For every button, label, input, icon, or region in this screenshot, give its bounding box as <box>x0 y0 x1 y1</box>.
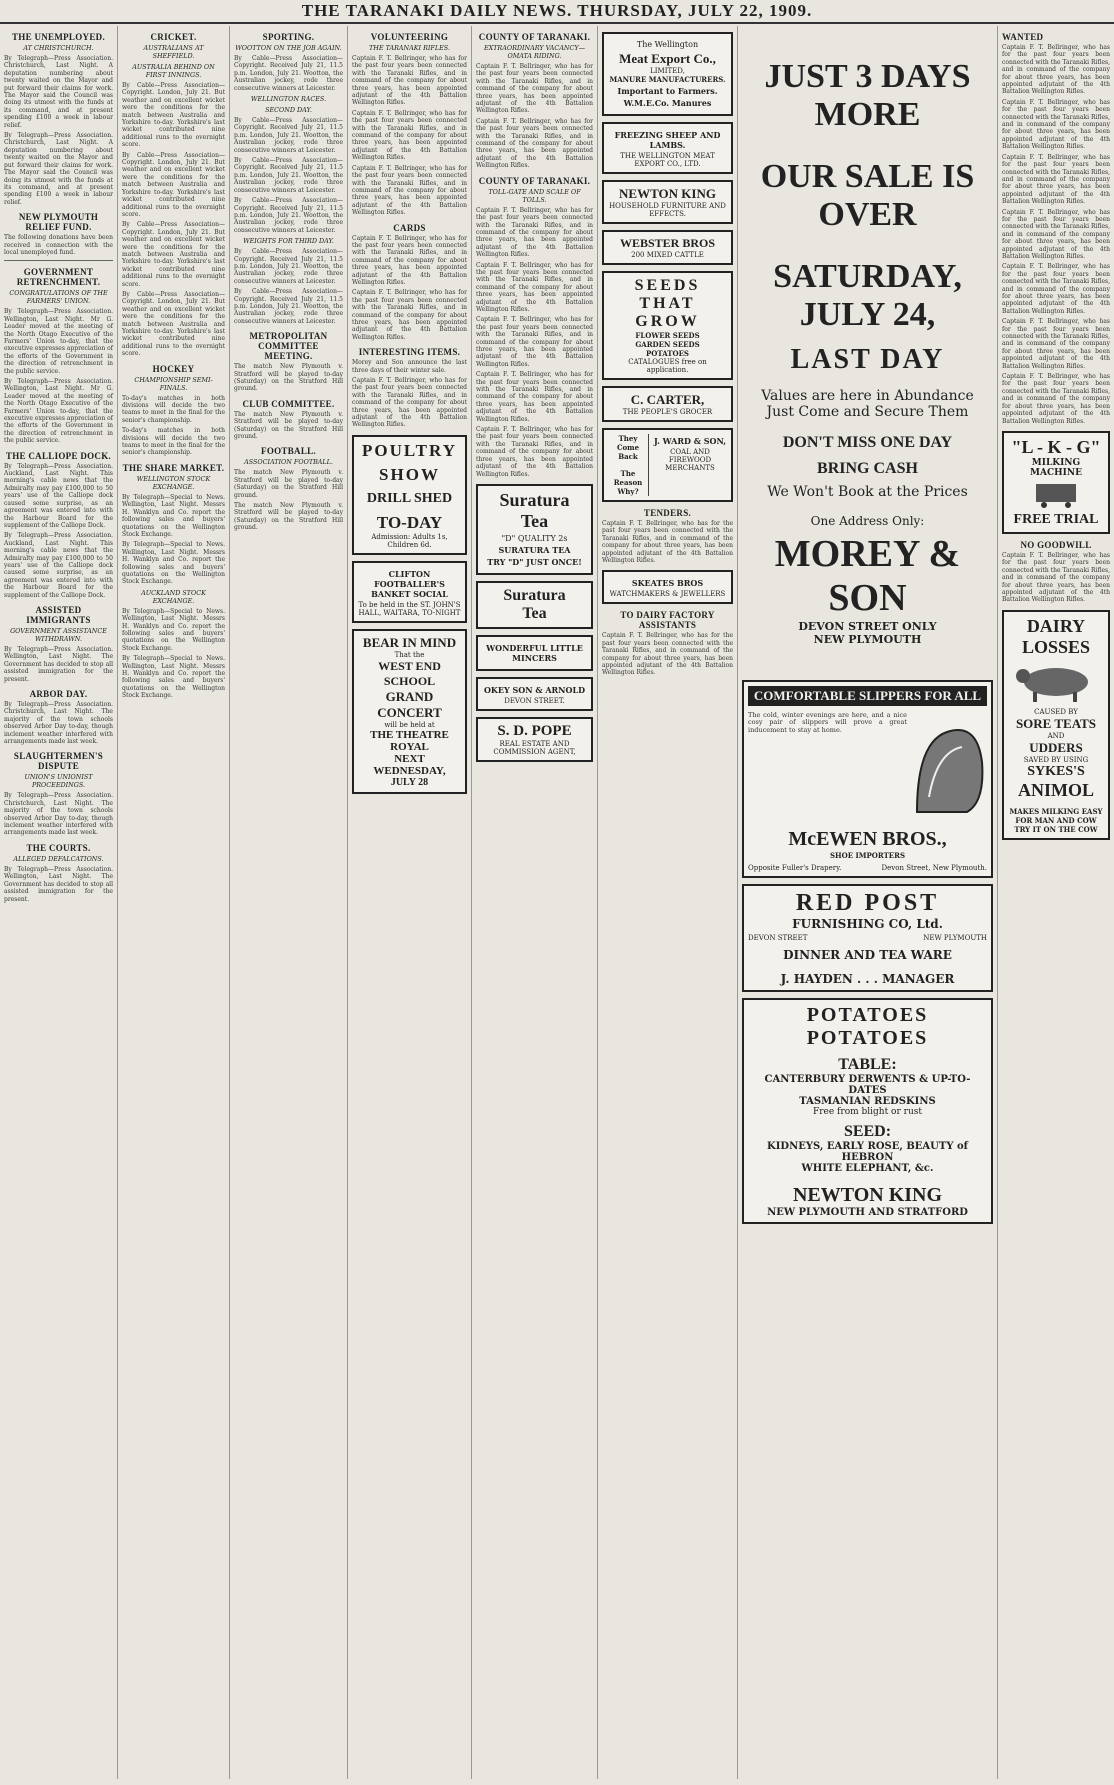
webster-ad <box>602 230 733 265</box>
subhead: AUSTRALIANS AT SHEFFIELD. <box>143 44 204 60</box>
article-text: By Telegraph—Special to News. Wellington, Last Night. Messrs H. Wanklyn and Co. report the following sales and buyers' quotations on the Wellington Stock Exchange. <box>122 655 225 700</box>
ad-line: COAL AND FIREWOOD MERCHANTS <box>665 448 715 472</box>
subhead: TOLL-GATE AND SCALE OF TOLLS. <box>488 187 581 204</box>
headline: WANTED <box>1002 32 1044 42</box>
article-text: The match New Plymouth v. Stratford will be played to-day (Saturday) on the Stratford Hill ground. <box>234 502 343 532</box>
headline: ASSISTED IMMIGRANTS <box>26 604 91 625</box>
ad-line: MANURE MANUFACTURERS. <box>609 75 726 84</box>
headline: HOCKEY <box>152 363 195 374</box>
ad-line: GROW <box>635 313 700 330</box>
subhead: UNION'S UNIONIST PROCEEDINGS. <box>24 773 93 790</box>
column-2 <box>118 26 230 1779</box>
ward-ad <box>602 428 733 502</box>
ad-line: SEEDS <box>634 277 701 294</box>
ad-line: FREEZING SHEEP AND LAMBS. <box>614 130 721 150</box>
headline: METROPOLITAN COMMITTEE MEETING. <box>249 331 328 362</box>
ad-line: REAL ESTATE AND COMMISSION AGENT, <box>493 739 576 756</box>
ad-line: JUST 3 DAYS MORE <box>764 58 971 133</box>
ad-line: C. CARTER, <box>630 392 705 407</box>
article-text: Captain F. T. Bellringer, who has for the past four years been connected with the Taranaki Rifles, and in command of the company for about three years, has been appointed adjutant of the 4th Battalion Wellington Rifles. <box>1002 551 1110 604</box>
ad-line: POTATOES <box>646 349 689 358</box>
ad-line: WATCHMAKERS & JEWELLERS <box>609 590 726 599</box>
ad-line: POULTRY <box>362 440 457 460</box>
ad-line: Opposite Fuller's Drapery. <box>748 864 842 872</box>
ad-line: HOUSEHOLD FURNITURE AND EFFECTS. <box>609 202 726 218</box>
ad-line: TRY "D" JUST ONCE! <box>487 556 582 567</box>
ad-line: McEWEN BROS., <box>788 828 947 850</box>
article-text: By Telegraph—Press Association. Wellington, Last Night. Mr G. Leader moved at the meeting of the North Otago Executive of the Farmers' Union to-day, that the executive expresses appreciation of the efforts of the Government in the direction of retrenchment in the public service. <box>4 378 113 445</box>
headline: THE COURTS. <box>26 842 91 853</box>
headline: ARBOR DAY. <box>29 689 88 699</box>
ad-line: GRAND CONCERT <box>377 688 442 720</box>
headline: INTERESTING ITEMS. <box>358 347 461 358</box>
ad-line: They Come Back <box>616 434 640 461</box>
headline: THE UNEMPLOYED. <box>11 32 105 42</box>
divider <box>4 260 113 261</box>
ad-line: ANIMOL <box>1018 779 1094 800</box>
ad-line: SEED: <box>843 1123 892 1140</box>
article-text: By Telegraph—Press Association. Wellington, Last Night. Mr G. Leader moved at the meeting of the North Otago Executive of the Farmers' Union to-day, that the executive expresses appreciation of the efforts of the Government in the direction of retrenchment in the public service. <box>4 308 113 375</box>
ad-line: S. D. POPE <box>497 722 572 739</box>
ad-line: WHITE ELEPHANT, &c. <box>801 1163 934 1174</box>
article-text: Captain F. T. Bellringer, who has for the past four years been connected with the Taranaki Rifles, and in command of the company for about three years, has been appointed adjutant of the 4th Battalion Wellington Rifles. <box>352 164 467 217</box>
ad-line: 200 MIXED CATTLE <box>631 251 704 259</box>
ad-line: FREE TRIAL <box>1013 511 1099 527</box>
ad-line: CAUSED BY <box>1034 707 1078 716</box>
ad-line: CANTERBURY DERWENTS & UP-TO-DATES <box>764 1074 971 1096</box>
ad-line: BRING CASH <box>817 460 918 477</box>
ad-line: RED POST <box>795 890 940 916</box>
article-text: Captain F. T. Bellringer, who has for the past four years been connected with the Taranaki Rifles, and in command of the company for about three years, has been appointed adjutant of the 4th Battalion Wellington Rifles. <box>352 289 467 341</box>
headline: CRICKET. <box>150 32 197 42</box>
subhead: SECOND DAY. <box>265 106 312 115</box>
subhead: WEIGHTS FOR THIRD DAY. <box>243 237 334 246</box>
article-text: By Telegraph—Press Association. Christchurch, Last Night. The majority of the town schools observed Arbor Day to-day, though inclement weather interfered with arrangements made last week. <box>4 792 113 837</box>
okey-son-ad <box>476 677 593 711</box>
ad-line: FLOWER SEEDS <box>635 331 700 340</box>
article-text: Captain F. T. Bellringer, who has for the past four years been connected with the Taranaki Rifles, and in command of the company for about three years, has been appointed adjutant of the 4th Battalion Wellington Rifles. <box>1002 318 1110 370</box>
headline: VOLUNTEERING <box>370 32 449 42</box>
article-text: Captain F. T. Bellringer, who has for the past four years been connected with the Taranaki Rifles, and in command of the company for about three years, has been appointed adjutant of the 4th Battalion Wellington Rifles. <box>1002 373 1110 425</box>
ad-line: That the <box>394 650 425 659</box>
ad-line: SAVED BY USING <box>1023 755 1089 764</box>
article-text: By Cable—Press Association—Copyright. London, July 21. But weather and on excellent wicket were the conditions for the match between Australia and Yorkshire to-day. Yorkshire's last wicket contributed nine additional runs to the overnight score. <box>122 290 225 358</box>
article-text: Captain F. T. Bellringer, who has for the past four years been connected with the Taranaki Rifles, and in command of the company for about three years, has been appointed adjutant of the 4th Battalion Wellington Rifles. <box>352 55 467 107</box>
ad-line: SHOW <box>379 464 440 484</box>
article-text: The match New Plymouth v. Stratford will be played to-day (Saturday) on the Stratford Hill ground. <box>234 363 343 393</box>
subhead: EXTRAORDINARY VACANCY—OMATA RIDING. <box>483 44 586 60</box>
article-text: The following donations have been received in connection with the local unemployed fund. <box>4 234 113 256</box>
ad-line: Values are here in Abundance <box>761 388 974 404</box>
article-text: Captain F. T. Bellringer, who has for the past four years been connected with the Taranaki Rifles, and in command of the company for about three years, has been appointed adjutant of the 4th Battalion Wellington Rifles. <box>1002 263 1110 315</box>
headline: COUNTY OF TARANAKI. <box>478 175 591 186</box>
ad-line: The Reason Why? <box>613 469 643 496</box>
ad-line: LAST DAY <box>790 344 945 375</box>
ad-line: THE THEATRE ROYAL <box>370 728 449 753</box>
mincers-ad <box>476 635 593 671</box>
ad-line: DON'T MISS ONE DAY <box>782 434 953 451</box>
ad-line: NEWTON KING <box>619 186 716 201</box>
ad-line: DEVON STREET <box>748 934 808 942</box>
article-text: Captain F. T. Bellringer, who has for the past four years been connected with the Taranaki Rifles, and in command of the company for about three years, has been appointed adjutant of the 4th Battalion Wellington Rifles. <box>476 426 593 478</box>
meat-export-ad <box>602 32 733 116</box>
ad-line: THE PEOPLE'S GROCER <box>622 408 713 416</box>
headline: GOVERNMENT RETRENCHMENT. <box>16 267 101 288</box>
ad-line: CATALOGUES free on application. <box>628 358 707 374</box>
headline: TO DAIRY FACTORY ASSISTANTS <box>620 610 715 631</box>
article-text: By Telegraph—Special to News. Wellington, Last Night. Messrs H. Wanklyn and Co. report the following sales and buyers' quotations on the Wellington Stock Exchange. <box>122 541 225 586</box>
article-text: Captain F. T. Bellringer, who has for the past four years been connected with the Taranaki Rifles, and in command of the company for about three years, has been appointed adjutant of the 4th Battalion Wellington Rifles. <box>352 234 467 286</box>
ad-line: NEW PLYMOUTH <box>813 633 922 646</box>
masthead: THE TARANAKI DAILY NEWS. THURSDAY, JULY 22, 1909. <box>0 0 1114 24</box>
article-text: Captain F. T. Bellringer, who has for the past four years been connected with the Taranaki Rifles, and in command of the company for about three years, has been appointed adjutant of the 4th Battalion Wellington Rifles. <box>476 316 593 368</box>
ad-line: SKEATES BROS <box>631 578 704 589</box>
article-text: By Telegraph—Press Association. Christchurch, Last Night. A deputation numbering about twenty waited on the Mayor and put forward their claims for work. The Mayor said the Council was doing its utmost with the funds at its command, and at present spending £100 a week in labour relief. <box>4 55 113 129</box>
article-text: Morey and Son announce the last three days of their winter sale. <box>352 359 467 374</box>
ad-line: WONDERFUL LITTLE MINCERS <box>486 642 583 663</box>
article-text: Captain F. T. Bellringer, who has for the past four years been connected with the Taranaki Rifles, and in command of the company for about three years, has been appointed adjutant of the 4th Battalion Wellington Rifles. <box>476 371 593 423</box>
ad-text: The cold, winter evenings are here, and a nice cosy pair of slippers will prove a great inducement to stay at home. <box>748 711 907 734</box>
column-3 <box>230 26 348 1779</box>
subhead: GOVERNMENT ASSISTANCE WITHDRAWN. <box>10 626 107 643</box>
ad-line: "D" QUALITY 2s <box>501 533 568 543</box>
seeds-ad <box>602 271 733 380</box>
ad-line: AND <box>1047 731 1065 740</box>
column-1 <box>0 26 118 1779</box>
ad-line: SORE TEATS <box>1015 715 1097 731</box>
headline: CLUB COMMITTEE. <box>242 398 335 409</box>
column-6 <box>598 26 738 1779</box>
ad-line: OUR SALE IS OVER <box>760 158 975 233</box>
ad-line: "L - K - G" <box>1011 436 1101 457</box>
article-text: Captain F. T. Bellringer, who has for the past four years been connected with the Taranaki Rifles, and in command of the company for about three years, has been appointed adjutant of the 4th Battalion Wellington Rifles. <box>476 63 593 115</box>
subhead: AT CHRISTCHURCH. <box>23 44 94 52</box>
ad-line: OKEY SON & ARNOLD <box>483 684 586 695</box>
social-ad <box>352 561 467 623</box>
milking-machine-icon <box>1026 478 1086 508</box>
article-text: To-day's matches in both divisions will decide the two teams to meet in the final for the senior's championship. <box>122 427 225 457</box>
headline: THE CALLIOPE DOCK. <box>5 450 112 461</box>
newton-king-ad <box>602 180 733 224</box>
cow-icon <box>1011 658 1101 704</box>
headline: TENDERS. <box>643 508 692 518</box>
poultry-show-ad <box>352 435 467 555</box>
ad-line: UDDERS <box>1029 739 1083 755</box>
subhead: CONGRATULATIONS OF THE FARMERS' UNION. <box>9 289 108 306</box>
ad-line: NEW PLYMOUTH <box>923 934 987 942</box>
subhead: AUSTRALIA BEHIND ON FIRST INNINGS. <box>132 63 215 79</box>
ad-line: DAIRY LOSSES <box>1021 615 1091 657</box>
ad-left <box>608 434 649 496</box>
subhead: WELLINGTON RACES. <box>250 95 327 104</box>
article-text: By Cable—Press Association—Copyright. London, July 21. But weather and on excellent wicket were the conditions for the match between Australia and Yorkshire to-day. Yorkshire's last wicket contributed nine additional runs to the overnight score. <box>122 82 225 149</box>
ad-line: THE WELLINGTON MEAT EXPORT CO., LTD. <box>620 152 715 168</box>
ad-line: TO-DAY <box>376 512 443 532</box>
subhead: ASSOCIATION FOOTBALL. <box>244 458 333 467</box>
concert-ad <box>352 629 467 794</box>
ad-line: TABLE: <box>838 1056 897 1073</box>
ad-line: FURNISHING CO, Ltd. <box>792 917 943 931</box>
skeates-ad <box>602 570 733 604</box>
ad-line: Admission: Adults 1s, Children 6d. <box>371 532 448 549</box>
article-text: By Cable—Press Association—Copyright. Received July 21, 11.5 p.m. London, July 21. Wootton, the Australian jockey, rode three consecutive winners at Leicester. <box>234 117 343 154</box>
column-7 <box>738 26 998 1779</box>
ad-line: Devon Street, New Plymouth. <box>881 864 987 872</box>
subhead: AUCKLAND STOCK EXCHANGE. <box>141 588 206 605</box>
article-text: By Cable—Press Association—Copyright. London, July 21. But weather and on excellent wicket were the conditions for the match between Australia and Yorkshire to-day. Yorkshire's last wicket contributed nine additional runs to the overnight score. <box>122 151 225 218</box>
ad-line: will be held at <box>384 720 435 729</box>
ad-line: TASMANIAN REDSKINS <box>799 1096 936 1107</box>
article-text: Captain F. T. Bellringer, who has for the past four years been connected with the Taranaki Rifles, and in command of the company for about three years, has been appointed adjutant of the 4th Battalion Wellington Rifles. <box>1002 208 1110 260</box>
ad-line: The Wellington <box>636 40 699 49</box>
ad-line: BEAR IN MIND <box>362 634 457 650</box>
ad-line: DINNER AND TEA WARE <box>783 948 952 962</box>
article-text: By Cable—Press Association—Copyright. Received July 21, 11.5 p.m. London, July 21. Wootton, the Australian jockey, rode three consecutive winners at Leicester. <box>234 248 343 285</box>
article-text: Captain F. T. Bellringer, who has for the past four years been connected with the Taranaki Rifles, and in command of the company for about three years, has been appointed adjutant of the 4th Battalion Wellington Rifles. <box>1002 44 1110 96</box>
ad-right <box>653 434 727 496</box>
ad-line: SATURDAY, JULY 24, <box>773 258 962 333</box>
column-8 <box>998 26 1114 1779</box>
ad-line: SURATURA TEA <box>498 544 571 555</box>
morey-sale-ad <box>742 32 993 650</box>
ad-line: W.M.E.Co. Manures <box>623 98 712 108</box>
ad-line: NEWTON KING <box>792 1184 943 1206</box>
ad-line: One Address Only: <box>810 514 925 528</box>
ad-line: WEST END SCHOOL <box>378 658 441 688</box>
article-text: Captain F. T. Bellringer, who has for the past four years been connected with the Taranaki Rifles, and in command of the company for about three years, has been appointed adjutant of the 4th Battalion Wellington Rifles. <box>352 109 467 162</box>
pope-ad <box>476 717 593 762</box>
ad-line: COMFORTABLE SLIPPERS FOR ALL <box>748 686 987 706</box>
lkg-milking-ad <box>1002 431 1110 534</box>
ad-line: KIDNEYS, EARLY ROSE, BEAUTY of HEBRON <box>767 1141 968 1163</box>
article-text: To-day's matches in both divisions will decide the two teams to meet in the final for the senior's championship. <box>122 394 225 424</box>
ad-line: Important to Farmers. <box>617 86 718 96</box>
slippers-ad <box>742 680 993 878</box>
article-text: By Cable—Press Association—Copyright. Received July 21, 11.5 p.m. London, July 21. Wootton, the Australian jockey, rode three consecutive winners at Leicester. <box>234 288 343 325</box>
article-text: The match New Plymouth v. Stratford will be played to-day (Saturday) on the Stratford Hill ground. <box>234 469 343 499</box>
headline: CARDS <box>393 222 426 233</box>
article-text: Captain F. T. Bellringer, who has for the past four years been connected with the Taranaki Rifles, and in command of the company for about three years, has been appointed adjutant of the 4th Battalion Wellington Rifles. <box>352 377 467 429</box>
article-text: By Cable—Press Association—Copyright. Received July 21, 11.5 p.m. London, July 21. Wootton, the Australian jockey, rode three consecutive winners at Leicester. <box>234 197 343 234</box>
article-text: By Telegraph—Special to News. Wellington, Last Night. Messrs H. Wanklyn and Co. report the following sales and buyers' quotations on the Wellington Stock Exchange. <box>122 607 225 652</box>
ad-line: MILKING MACHINE <box>1030 457 1082 478</box>
ad-line: DEVON STREET ONLY <box>798 620 937 633</box>
column-5 <box>472 26 598 1779</box>
ad-line: CLIFTON FOOTBALLER'S BANKET SOCIAL <box>371 568 448 599</box>
article-text: By Cable—Press Association—Copyright. Received July 21, 11.5 p.m. London, July 21. Wootton, the Australian jockey, rode three consecutive winners at Leicester. <box>234 157 343 194</box>
article-text: Captain F. T. Bellringer, who has for the past four years been connected with the Taranaki Rifles, and in command of the company for about three years, has been appointed adjutant of the 4th Battalion Wellington Rifles. <box>1002 98 1110 151</box>
ad-line: NEXT WEDNESDAY, <box>373 752 446 777</box>
potatoes-ad <box>742 998 993 1224</box>
article-text: By Telegraph—Press Association. Christchurch, Last Night. The majority of the town schools observed Arbor Day to-day, though inclement weather interfered with arrangements made last week. <box>4 701 113 746</box>
ad-line: SYKES'S <box>1027 763 1085 779</box>
article-text: By Telegraph—Special to News. Wellington, Last Night. Messrs H. Wanklyn and Co. report the following sales and buyers' quotations on the Wellington Stock Exchange. <box>122 493 225 538</box>
article-text: By Telegraph—Press Association. Auckland, Last Night. This morning's cable news that the Admiralty may pay £100,000 to 50 years' use of the Calliope dock caused some surprise, as an agreement was entered into with the Harbour Board for the supplement of the Calliope Dock. <box>4 532 113 599</box>
ad-line: WEBSTER BROS <box>619 236 716 250</box>
freezing-ad <box>602 122 733 174</box>
subhead: THE TARANAKI RIFLES. <box>369 44 450 52</box>
article-text: Captain F. T. Bellringer, who has for the past four years been connected with the Taranaki Rifles, and in command of the company for about three years, has been appointed adjutant of the 4th Battalion Wellington Rifles. <box>602 520 733 565</box>
ad-line: GARDEN SEEDS <box>635 340 700 349</box>
subhead: CHAMPIONSHIP SEMI-FINALS. <box>134 375 213 392</box>
article-text: By Telegraph—Press Association. Wellington, Last Night. The Government has decided to stop all assisted immigration for the present. <box>4 645 113 683</box>
ad-line: LIMITED, <box>650 67 685 75</box>
ad-line: Just Come and Secure Them <box>766 404 969 420</box>
article-text: The match New Plymouth v. Stratford will be played to-day (Saturday) on the Stratford Hill ground. <box>234 410 343 441</box>
ad-line: Suratura <box>499 489 570 510</box>
article-text: By Telegraph—Press Association. Christchurch, Last Night. A deputation numbering about twenty waited on the Mayor and put forward their claims for work. The Mayor said the Council was doing its utmost with the funds at its command, and at present spending £100 a week in labour relief. <box>4 132 113 206</box>
ad-line: Meat Export Co., <box>619 51 716 66</box>
headline: NEW PLYMOUTH RELIEF FUND. <box>18 212 99 233</box>
subhead: WOOTTON ON THE JOB AGAIN. <box>235 44 342 52</box>
article-text: By Telegraph—Press Association. Wellington, Last Night. The Government has decided to stop all assisted immigration for the present. <box>4 865 113 903</box>
red-post-ad <box>742 884 993 992</box>
article-text: Captain F. T. Bellringer, who has for the past four years been connected with the Taranaki Rifles, and in command of the company for about three years, has been appointed adjutant of the 4th Battalion Wellington Rifles. <box>602 632 733 677</box>
headline: SLAUGHTERMEN'S DISPUTE <box>13 751 104 772</box>
ad-line: MOREY & SON <box>774 533 961 619</box>
ad-line: POTATOES POTATOES <box>806 1004 929 1049</box>
ad-line: J. HAYDEN . . . MANAGER <box>780 972 955 986</box>
dairy-losses-ad <box>1002 610 1110 840</box>
carter-ad <box>602 386 733 422</box>
ad-line: TRY IT ON THE COW <box>1014 824 1098 834</box>
subhead: ALLEGED DEFALCATIONS. <box>13 854 104 863</box>
subhead: WELLINGTON STOCK EXCHANGE. <box>136 474 211 491</box>
headline: THE SHARE MARKET. <box>122 462 225 473</box>
article-text: Captain F. T. Bellringer, who has for the past four years been connected with the Taranaki Rifles, and in command of the company for about three years, has been appointed adjutant of the 4th Battalion Wellington Rifles. <box>476 261 593 313</box>
ad-line: Tea <box>520 510 549 531</box>
headline: COUNTY OF TARANAKI. <box>478 32 591 42</box>
headline: SPORTING. <box>262 32 315 42</box>
ad-line: SHOE IMPORTERS <box>829 851 906 860</box>
article-text: Captain F. T. Bellringer, who has for the past four years been connected with the Taranaki Rifles, and in command of the company for about three years, has been appointed adjutant of the 4th Battalion Wellington Rifles. <box>476 206 593 259</box>
headline: NO GOODWILL <box>1020 539 1092 550</box>
ad-line: THAT <box>639 295 696 312</box>
ad-line: MAKES MILKING EASY FOR MAN AND COW <box>1009 806 1103 825</box>
suratura-tea-ad-2 <box>476 581 593 629</box>
ad-line: Free from blight or rust <box>813 1107 922 1117</box>
article-text: By Telegraph—Press Association. Auckland, Last Night. This morning's cable news that the Admiralty may pay £100,000 to 50 years' use of the Calliope dock caused some surprise, as an agreement was entered into with the Harbour Board for the supplement of the Calliope Dock. <box>4 462 113 529</box>
article-text: Captain F. T. Bellringer, who has for the past four years been connected with the Taranaki Rifles, and in command of the company for about three years, has been appointed adjutant of the 4th Battalion Wellington Rifles. <box>1002 153 1110 206</box>
ad-line: J. WARD & SON, <box>653 436 727 446</box>
column-4 <box>348 26 472 1779</box>
ad-line: Tea <box>522 604 547 622</box>
ad-line: JULY 28 <box>390 776 429 788</box>
ad-line: NEW PLYMOUTH AND STRATFORD <box>767 1207 968 1218</box>
headline: FOOTBALL. <box>261 446 316 457</box>
article-text: By Cable—Press Association—Copyright. London, July 21. But weather and on excellent wicket were the conditions for the match between Australia and Yorkshire to-day. Yorkshire's last wicket contributed nine additional runs to the overnight score. <box>122 221 225 288</box>
slipper-icon <box>907 712 987 822</box>
ad-line: Suratura <box>503 586 566 604</box>
article-text: By Cable—Press Association—Copyright. Received July 21, 11.5 p.m. London, July 21. Wootton, the Australian jockey, rode three consecutive winners at Leicester. <box>234 55 343 92</box>
ad-line: DEVON STREET. <box>504 696 565 705</box>
ad-line: We Won't Book at the Prices <box>767 484 968 500</box>
article-text: Captain F. T. Bellringer, who has for the past four years been connected with the Taranaki Rifles, and in command of the company for about three years, has been appointed adjutant of the 4th Battalion Wellington Rifles. <box>476 117 593 170</box>
ad-line: To be held in the ST. JOHN'S HALL, WAITARA, TO-NIGHT <box>358 600 461 617</box>
ad-line: DRILL SHED <box>366 490 453 506</box>
suratura-tea-ad <box>476 484 593 575</box>
